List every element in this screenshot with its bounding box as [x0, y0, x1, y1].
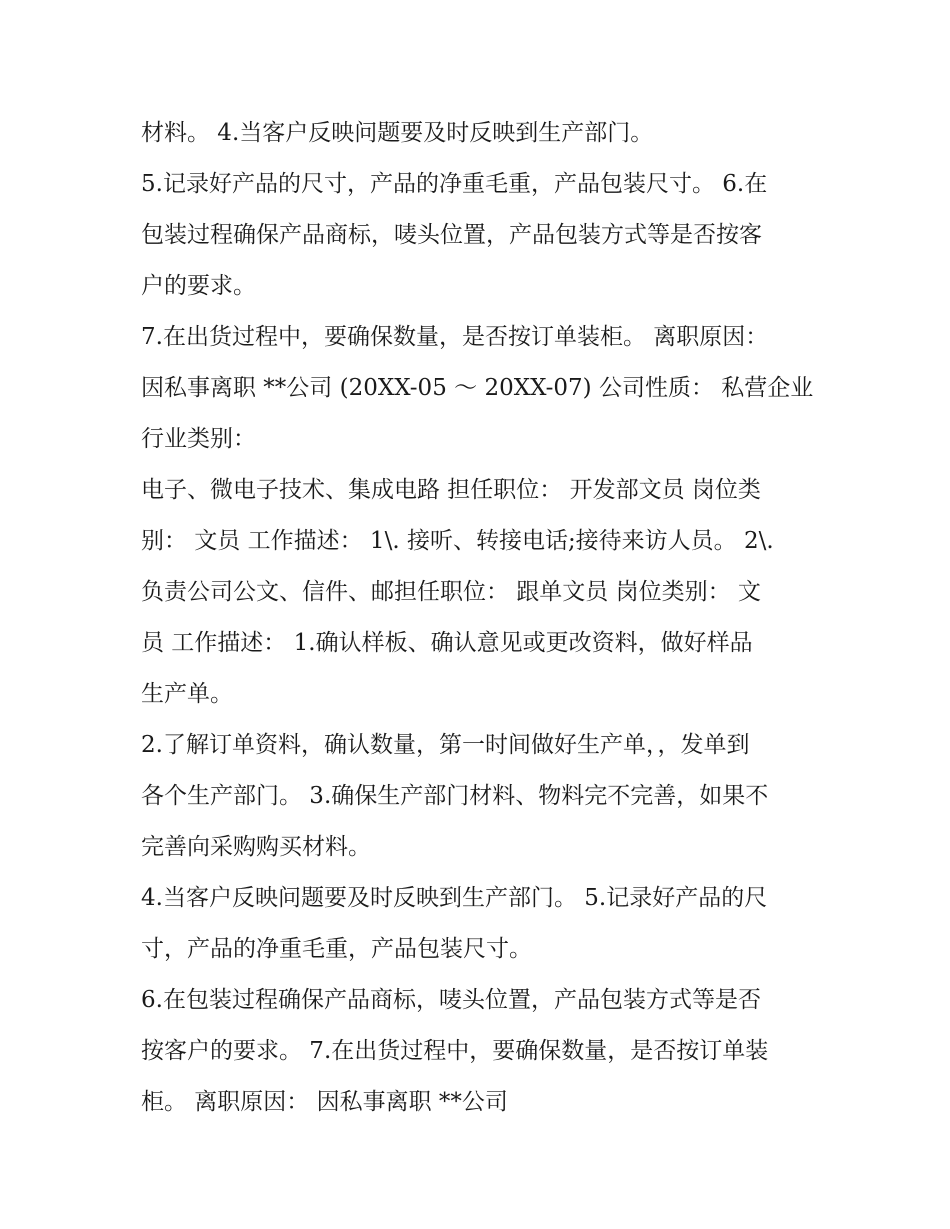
text-line: 因私事离职 **公司 (20XX-05 ～ 20XX-07) 公司性质： 私营企业	[141, 375, 814, 401]
text-line: 别： 文员 工作描述： 1\. 接听、转接电话;接待来访人员。 2\.	[141, 528, 774, 554]
text-line: 完善向采购购买材料。	[141, 834, 371, 860]
text-line: 5.记录好产品的尺寸，产品的净重毛重，产品包装尺寸。 6.在	[141, 171, 768, 197]
text-line: 负责公司公文、信件、邮担任职位： 跟单文员 岗位类别： 文	[141, 579, 761, 605]
text-line: 柜。 离职原因： 因私事离职 **公司	[141, 1089, 508, 1115]
text-line: 材料。 4.当客户反映问题要及时反映到生产部门。	[141, 120, 654, 146]
text-line: 户的要求。	[141, 273, 256, 299]
text-line: 生产单。	[141, 681, 233, 707]
text-line: 寸，产品的净重毛重，产品包装尺寸。	[141, 936, 532, 962]
text-line: 4.当客户反映问题要及时反映到生产部门。 5.记录好产品的尺	[141, 885, 768, 911]
document-body	[141, 108, 821, 1128]
text-line: 按客户的要求。 7.在出货过程中，要确保数量，是否按订单装	[141, 1038, 769, 1064]
text-line: 行业类别：	[141, 426, 256, 452]
text-line: 各个生产部门。 3.确保生产部门材料、物料完不完善，如果不	[141, 783, 769, 809]
text-line: 2.了解订单资料，确认数量，第一时间做好生产单，，发单到	[141, 732, 750, 758]
text-line: 包装过程确保产品商标，唛头位置，产品包装方式等是否按客	[141, 222, 762, 248]
text-line: 员 工作描述： 1.确认样板、确认意见或更改资料，做好样品	[141, 630, 753, 656]
text-line: 7.在出货过程中，要确保数量，是否按订单装柜。 离职原因：	[141, 324, 769, 350]
text-line: 电子、微电子技术、集成电路 担任职位： 开发部文员 岗位类	[141, 477, 761, 503]
text-line: 6.在包装过程确保产品商标，唛头位置，产品包装方式等是否	[141, 987, 761, 1013]
